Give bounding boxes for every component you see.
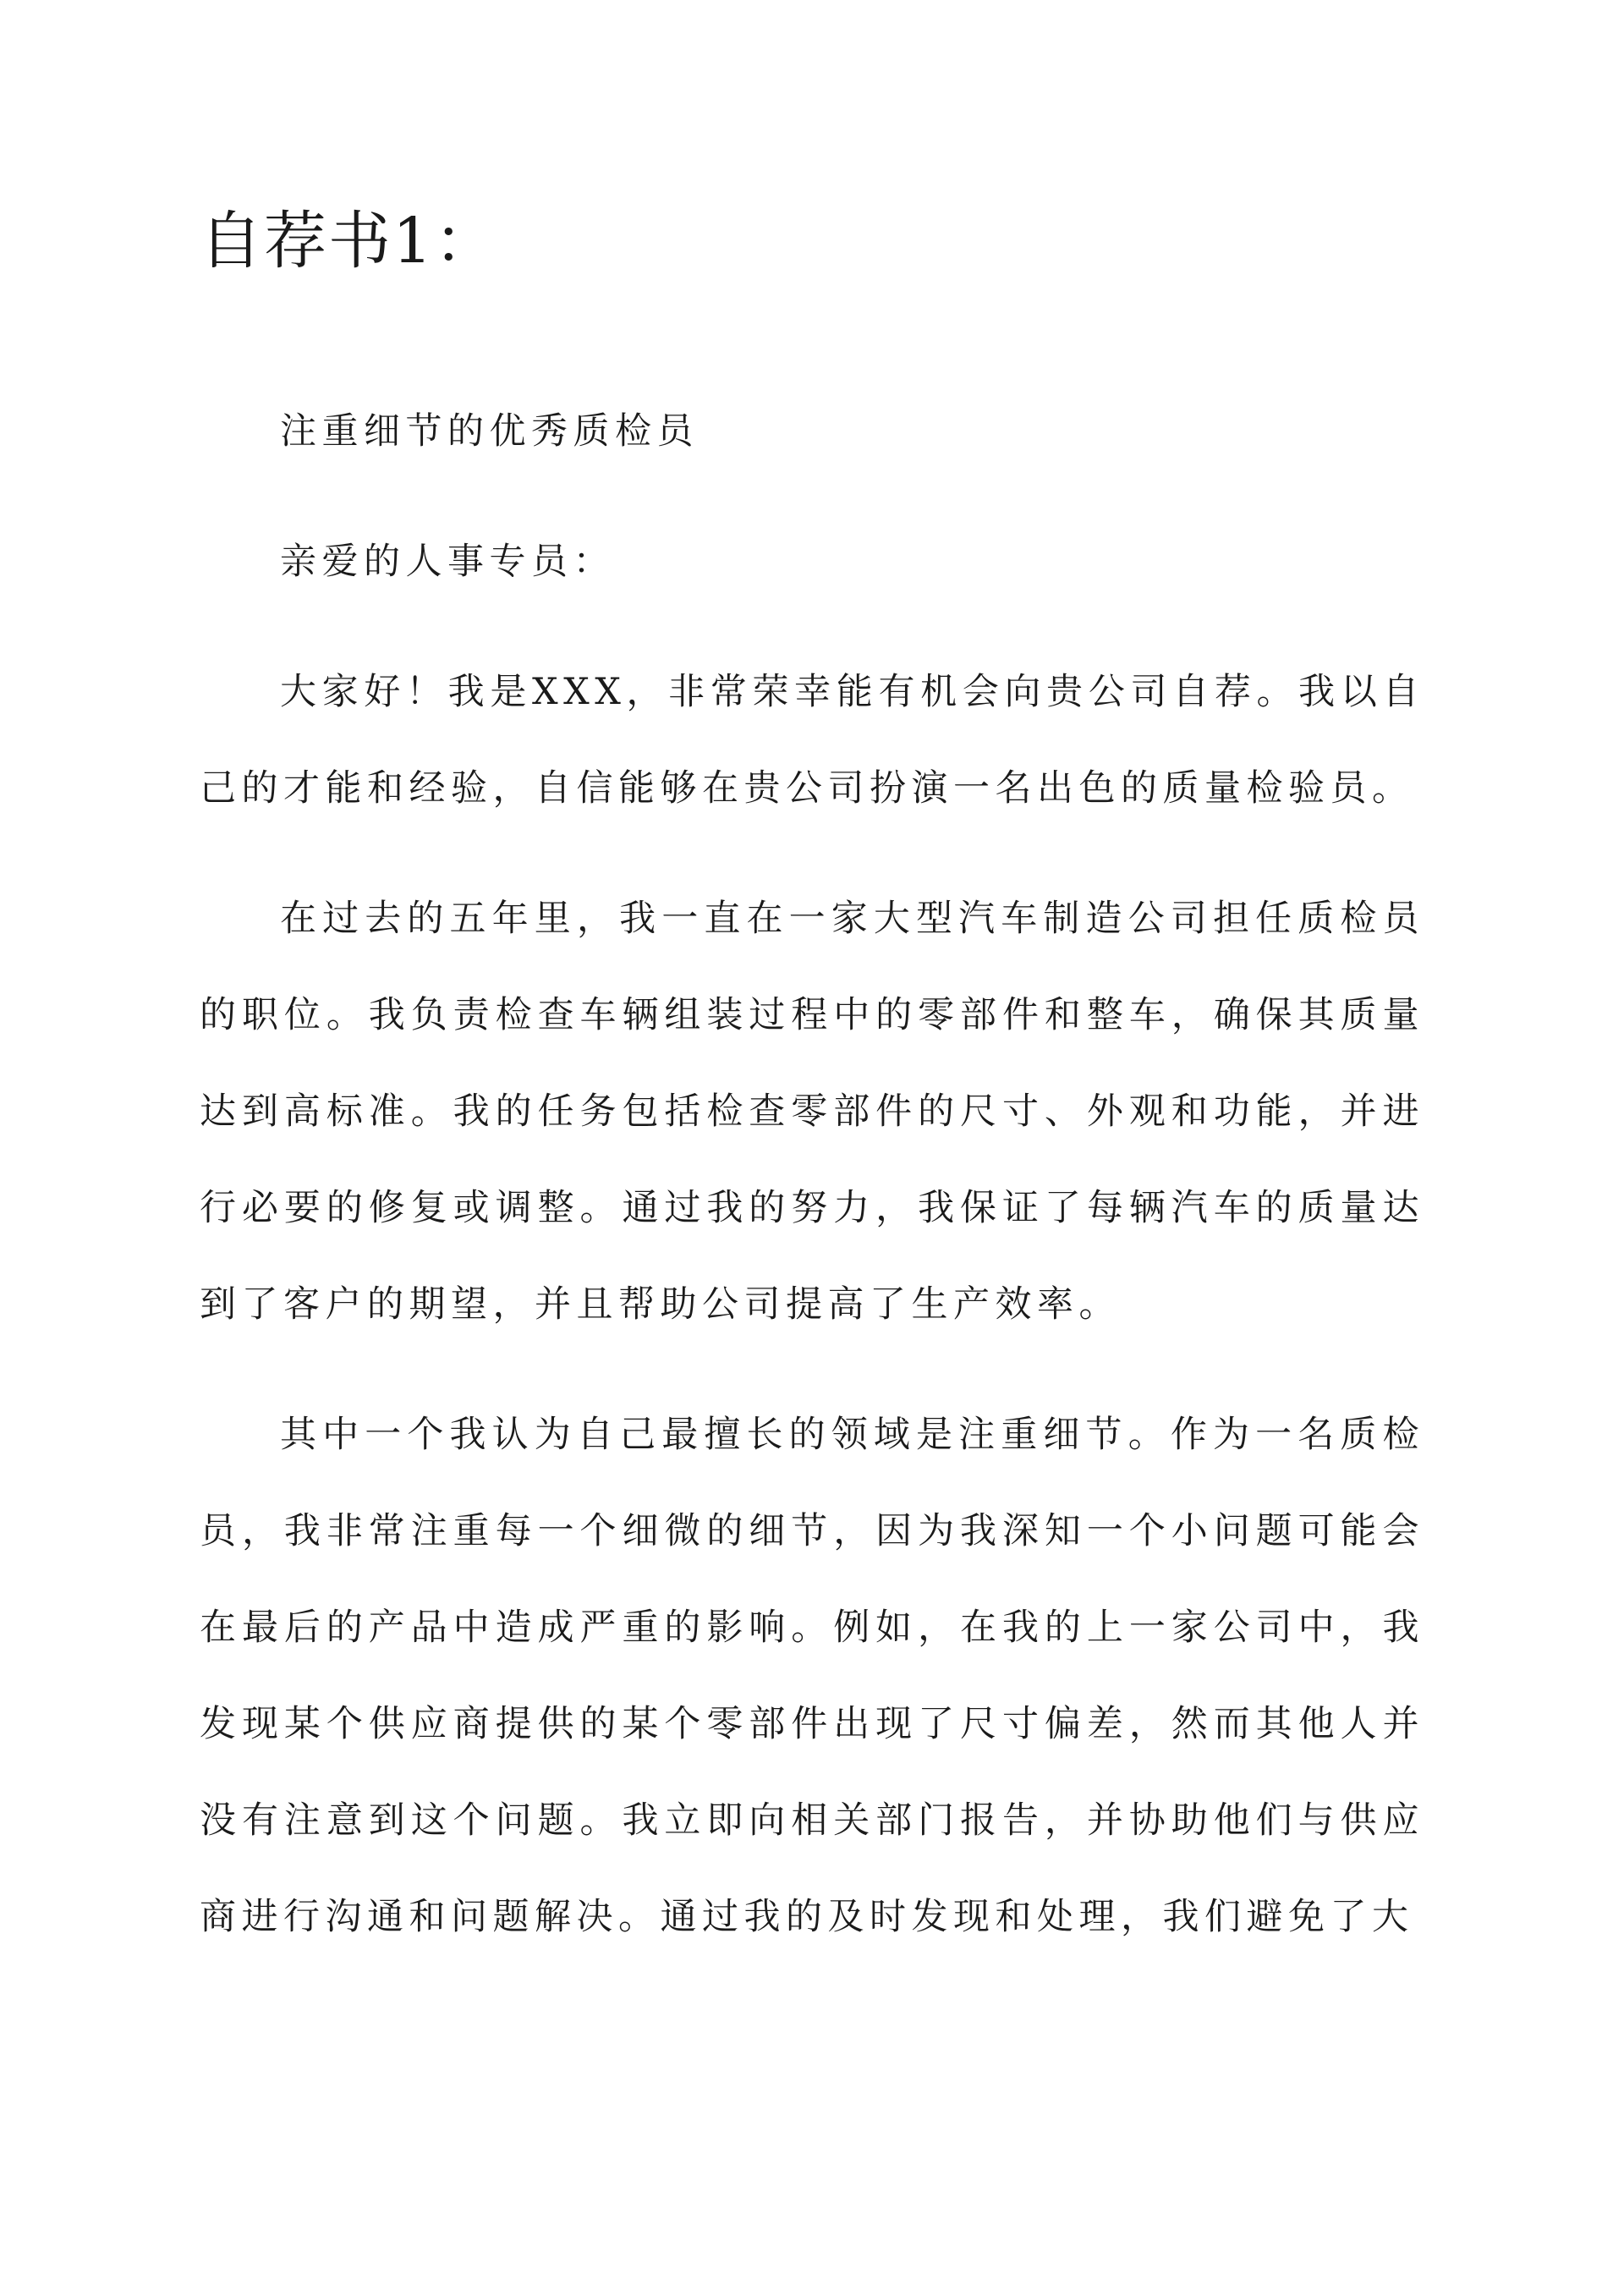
document-title: 自荐书1： (200, 205, 499, 277)
paragraph-salutation: 亲爱的人事专员： (280, 541, 615, 583)
paragraph-experience: 在过去的五年里，我一直在一家大型汽车制造公司担任质检员的职位。我负责检查车辆组装过程中的零部件和整车，确保其质量达到高标准。我的任务包括检查零部件的尺寸、外观和功能，并进行必要的修复或调整。通过我的努力，我保证了每辆汽车的质量达到了客户的期望，并且帮助公司提高了生产效率。 (200, 898, 1424, 1326)
paragraph-intro: 大家好！我是XXX，非常荣幸能有机会向贵公司自荐。我以自己的才能和经验，自信能够在贵公司扮演一名出色的质量检验员。 (200, 671, 1424, 810)
document-body (200, 190, 1424, 1965)
paragraph-subtitle: 注重细节的优秀质检员 (280, 410, 699, 453)
paragraph-detail: 其中一个我认为自己最擅长的领域是注重细节。作为一名质检员，我非常注重每一个细微的细节，因为我深知一个小问题可能会在最后的产品中造成严重的影响。例如，在我的上一家公司中，我发现某个供应商提供的某个零部件出现了尺寸偏差，然而其他人并没有注意到这个问题。我立即向相关部门报告，并协助他们与供应商进行沟通和问题解决。通过我的及时发现和处理，我们避免了大 (200, 1414, 1424, 1938)
